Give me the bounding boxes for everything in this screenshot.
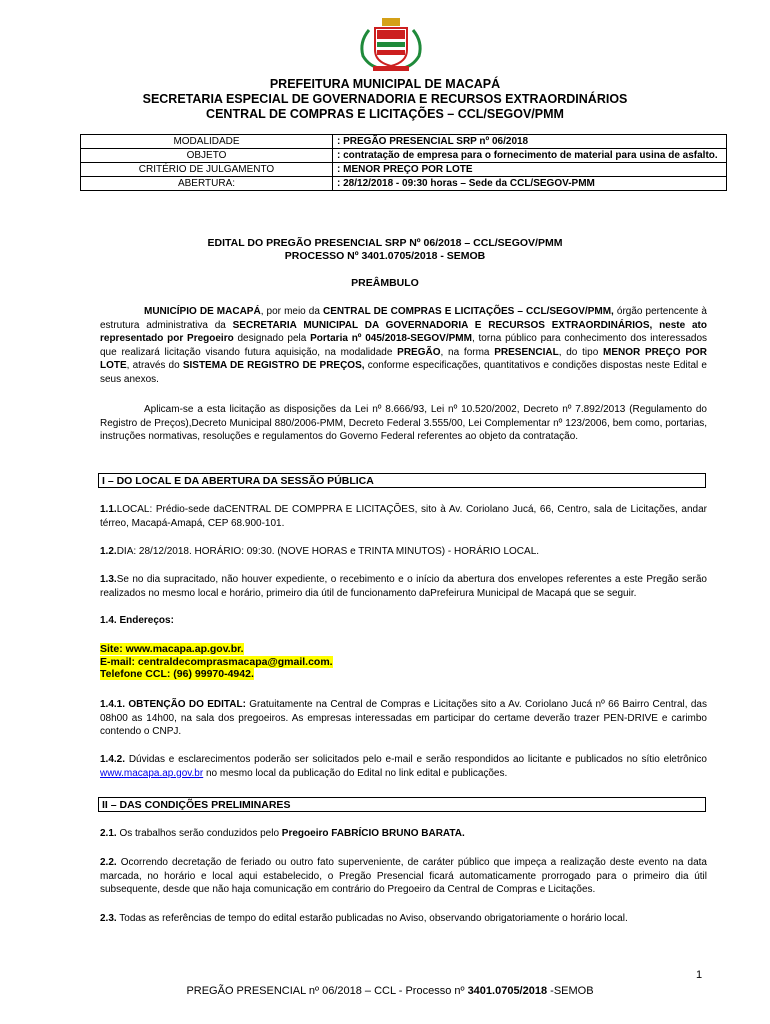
item-1-4-1: 1.4.1. OBTENÇÃO DO EDITAL: Gratuitamente na Central de Compras e Licitações sito a Av. Coriolano Jucá nº 66 Bairro Central, das 08h00 as 14h00, na sala dos pregoeiros. As empresas interessadas em participar do certame deverão trazer PEN-DRIVE e carimbo contendo o CNPJ. (100, 699, 707, 737)
objeto-label: OBJETO (81, 149, 333, 163)
item-2-2: 2.2. Ocorrendo decretação de feriado ou outro fato superveniente, de caráter público que impeça a realização deste evento na data marcada, no horário e local aqui estabelecido, o Pregão Presencial ficará automaticamente prorrogado para o primeiro dia útil subsequente, desde que não haja comunicação em contrário do Pregoeiro da Central de Compras e Licitações. (100, 857, 707, 895)
table-row (81, 177, 727, 191)
edital-title: EDITAL DO PREGÃO PRESENCIAL SRP Nº 06/2018 – CCL/SEGOV/PMM (207, 237, 563, 249)
abertura-value: : 28/12/2018 - 09:30 horas – Sede da CCL/SEGOV-PMM (333, 177, 727, 191)
preamble-paragraph: MUNICÍPIO DE MACAPÁ, por meio da CENTRAL DE COMPRAS E LICITAÇÕES – CCL/SEGOV/PMM, órgão pertencente à estrutura administrativa da SECRETARIA MUNICIPAL DA GOVERNADORIA E RECURSOS EXTRAORDINÁRIOS, neste ato representado por Pregoeiro designado pela Portaria nº 045/2018-SEGOV/PMM, torna público para conhecimento dos interessados que realizará licitação visando futura aquisição, na modalidade PREGÃO, na forma PRESENCIAL, do tipo MENOR PREÇO POR LOTE, através do SISTEMA DE REGISTRO DE PREÇOS, conforme especificações, quantitativos e condições dispostas neste Edital e seus anexos. (100, 306, 708, 385)
modalidade-label: MODALIDADE (81, 135, 333, 149)
preambulo-heading: PREÂMBULO (351, 277, 419, 289)
item-2-1: 2.1. Os trabalhos serão conduzidos pelo Pregoeiro FABRÍCIO BRUNO BARATA. (100, 828, 465, 839)
section-2-heading: II – DAS CONDIÇÕES PRELIMINARES (98, 797, 706, 812)
item-1-3: 1.3.Se no dia supracitado, não houver expediente, o recebimento e o início da abertura dos envelopes referentes a este Pregão serão realizados no mesmo local e horário, primeiro dia útil de funcionamento daPrefeirura Municipal de Macapá que se seguir. (100, 574, 707, 599)
item-1-1: 1.1.LOCAL: Prédio-sede daCENTRAL DE COMPPRA E LICITAÇÕES, sito à Av. Coriolano Jucá, 66, Centro, sala de Licitações, andar térreo, Macapá-Amapá, CEP 68.900-101. (100, 504, 707, 529)
abertura-label: ABERTURA: (81, 177, 333, 191)
legal-paragraph: Aplicam-se a esta licitação as disposições da Lei nº 8.666/93, Lei nº 10.520/2002, Decreto nº 7.892/2013 (Regulamento do Registro de Preços),Decreto Municipal 880/2006-PMM, Decreto Federal 3.555/00, Lei Complementar nº 123/2006, bem como, portarias, instruções normativas, resoluções e regulamentos do Governo Federal referentes ao objeto da contratação. (100, 404, 707, 442)
table-row (81, 163, 727, 177)
table-row (81, 149, 727, 163)
phone-contact: Telefone CCL: (96) 99970-4942. (100, 668, 254, 680)
item-1-2: 1.2.DIA: 28/12/2018. HORÁRIO: 09:30. (NOVE HORAS e TRINTA MINUTOS) - HORÁRIO LOCAL. (100, 546, 540, 557)
item-1-4-heading: 1.4. Endereços: (100, 615, 174, 626)
contacts-block (100, 643, 333, 681)
modalidade-value: : PREGÃO PRESENCIAL SRP nº 06/2018 (333, 135, 727, 149)
objeto-value: : contratação de empresa para o fornecimento de material para usina de asfalto. (333, 149, 727, 163)
page-footer: PREGÃO PRESENCIAL nº 06/2018 – CCL - Processo nº 3401.0705/2018 -SEMOB (186, 985, 594, 997)
section-1-heading: I – DO LOCAL E DA ABERTURA DA SESSÃO PÚBLICA (98, 473, 706, 488)
item-1-4-2: 1.4.2. Dúvidas e esclarecimentos poderão ser solicitados pelo e-mail e serão respondidos ao licitante e publicados no sítio eletrônico www.macapa.ap.gov.br no mesmo local da publicação do Edital no link edital e publicações. (100, 754, 707, 779)
table-row (81, 135, 727, 149)
page-number: 1 (696, 969, 703, 981)
header-central: CENTRAL DE COMPRAS E LICITAÇÕES – CCL/SEGOV/PMM (206, 107, 564, 121)
info-table (80, 134, 727, 191)
site-contact: Site: www.macapa.ap.gov.br. (100, 643, 244, 655)
processo-number: PROCESSO Nº 3401.0705/2018 - SEMOB (284, 250, 486, 262)
header-secretaria: SECRETARIA ESPECIAL DE GOVERNADORIA E RECURSOS EXTRAORDINÁRIOS (142, 92, 628, 106)
criterio-label: CRITÉRIO DE JULGAMENTO (81, 163, 333, 177)
site-link[interactable]: www.macapa.ap.gov.br (100, 767, 204, 779)
email-contact: E-mail: centraldecomprasmacapa@gmail.com. (100, 655, 333, 668)
coat-of-arms-icon (355, 16, 427, 74)
header-prefeitura: PREFEITURA MUNICIPAL DE MACAPÁ (269, 77, 501, 91)
criterio-value: : MENOR PREÇO POR LOTE (333, 163, 727, 177)
item-2-3: 2.3. Todas as referências de tempo do edital estarão publicadas no Aviso, observando obrigatoriamente o horário local. (100, 913, 628, 924)
